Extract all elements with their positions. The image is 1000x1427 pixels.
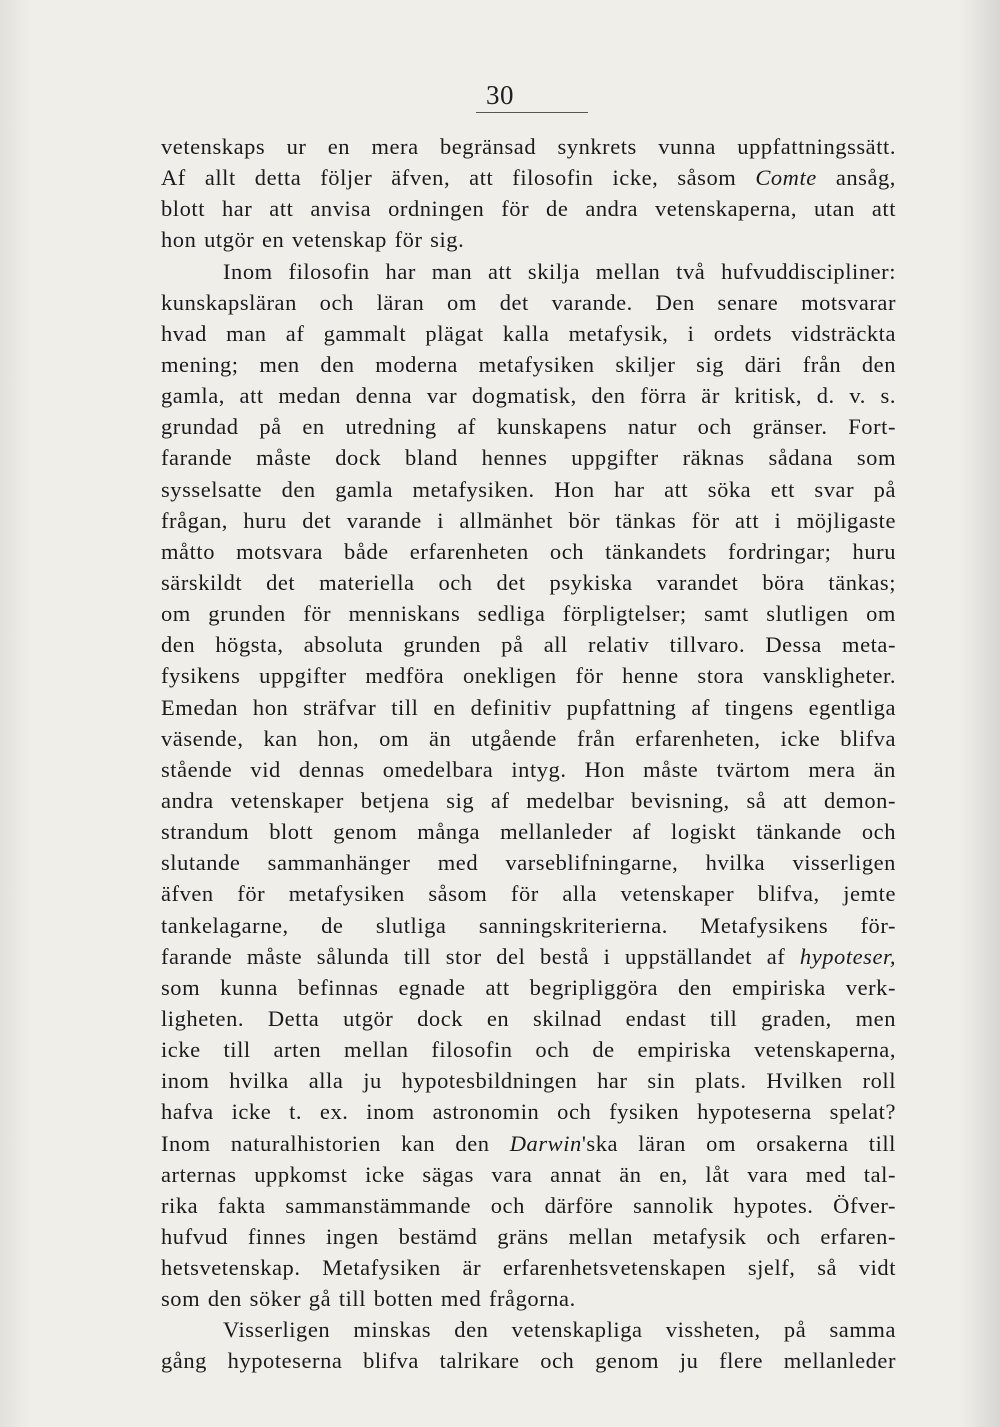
text-segment: kunskapsläran och läran om det varande. Den senare motsvarar	[161, 289, 896, 315]
text-line	[161, 692, 896, 723]
text-segment: fysikens uppgifter medföra onekligen för henne stora vanskligheter.	[161, 663, 896, 689]
text-segment: grundad på en utredning af kunskapens natur och gränser. Fort-	[161, 414, 896, 440]
text-segment: vetenskaps ur en mera begränsad synkrets vunna uppfattningssätt.	[161, 134, 896, 159]
text-segment: arternas uppkomst icke sägas vara annat än en, låt vara med tal-	[161, 1161, 896, 1187]
text-segment: ansåg,	[816, 165, 896, 191]
text-line	[161, 1345, 896, 1376]
text-segment: mening; men den moderna metafysiken skiljer sig däri från den	[161, 351, 896, 377]
italic-text: Comte	[755, 165, 817, 191]
text-segment: väsende, kan hon, om än utgående från erfarenheten, icke blifva	[161, 725, 896, 751]
text-line	[161, 1252, 896, 1283]
text-line	[161, 287, 896, 318]
text-line	[161, 629, 896, 660]
text-line	[161, 1314, 896, 1345]
header-rule	[476, 112, 588, 113]
text-segment: 'ska läran om orsakerna till	[581, 1130, 896, 1156]
text-segment: hufvud finnes ingen bestämd gräns mellan metafysik och erfaren-	[161, 1223, 896, 1249]
text-segment: hon utgör en vetenskap för sig.	[161, 227, 465, 253]
text-line	[161, 193, 896, 224]
text-line	[161, 972, 896, 1003]
text-line	[161, 1128, 896, 1159]
text-line	[161, 754, 896, 785]
text-line	[161, 785, 896, 816]
text-line	[161, 910, 896, 941]
text-line	[161, 1283, 896, 1314]
text-line	[161, 1096, 896, 1127]
text-segment: Inom naturalhistorien kan den	[161, 1130, 510, 1156]
text-segment: gång hypoteserna blifva talrikare och genom ju flere mellanleder	[161, 1348, 896, 1374]
text-segment: den högsta, absoluta grunden på all relativ tillvaro. Dessa meta-	[161, 632, 896, 658]
text-line	[161, 536, 896, 567]
text-segment: Af allt detta följer äfven, att filosofin icke, såsom	[161, 165, 756, 191]
text-line	[161, 847, 896, 878]
text-segment: farande måste dock bland hennes uppgifter räknas sådana som	[161, 445, 896, 471]
text-segment: strandum blott genom många mellanleder af logiskt tänkande och	[161, 819, 896, 845]
text-line	[161, 349, 896, 380]
text-line	[161, 1065, 896, 1096]
text-segment: som kunna befinnas egnade att begripliggöra den empiriska verk-	[161, 974, 896, 1000]
text-line	[161, 1221, 896, 1252]
text-segment: Visserligen minskas den vetenskapliga vissheten, på samma	[223, 1317, 896, 1343]
text-segment: stående vid dennas omedelbara intyg. Hon måste tvärtom mera än	[161, 756, 896, 782]
text-line	[161, 723, 896, 754]
text-segment: äfven för metafysiken såsom för alla vetenskaper blifva, jemte	[161, 881, 896, 907]
text-segment: Emedan hon sträfvar till en definitiv pupfattning af tingens egentliga	[161, 694, 896, 720]
text-segment: hvad man af gammalt plägat kalla metafysik, i ordets vidsträckta	[161, 320, 896, 346]
text-segment: tankelagarne, de slutliga sanningskriterierna. Metafysikens för-	[161, 912, 896, 938]
text-segment: sysselsatte den gamla metafysiken. Hon har att söka ett svar på	[161, 476, 896, 502]
text-segment: gamla, att medan denna var dogmatisk, den förra är kritisk, d. v. s.	[161, 383, 896, 409]
text-segment: hafva icke t. ex. inom astronomin och fysiken hypoteserna spelat?	[161, 1099, 896, 1125]
text-line	[161, 941, 896, 972]
text-segment: särskildt det materiella och det psykiska varandet böra tänkas;	[161, 569, 896, 595]
text-segment: frågan, huru det varande i allmänhet bör tänkas för att i möjligaste	[161, 507, 896, 533]
text-line	[161, 1003, 896, 1034]
text-line	[161, 505, 896, 536]
text-segment: Inom filosofin har man att skilja mellan två hufvuddiscipliner:	[223, 258, 896, 284]
text-line	[161, 878, 896, 909]
text-segment: andra vetenskaper betjena sig af medelbar bevisning, så att demon-	[161, 787, 896, 813]
text-line	[161, 1190, 896, 1221]
text-line	[161, 567, 896, 598]
text-line	[161, 162, 896, 193]
text-segment: inom hvilka alla ju hypotesbildningen har sin plats. Hvilken roll	[161, 1068, 896, 1094]
body-text	[161, 131, 896, 1377]
text-segment: som den söker gå till botten med frågorna.	[161, 1286, 576, 1312]
text-line	[161, 1034, 896, 1065]
text-segment: slutande sammanhänger med varseblifningarne, hvilka visserligen	[161, 850, 896, 876]
text-line	[161, 1159, 896, 1190]
text-segment: måtto motsvara både erfarenheten och tänkandets fordringar; huru	[161, 538, 896, 564]
italic-text: hypoteser,	[799, 943, 896, 969]
text-line	[161, 380, 896, 411]
text-line	[161, 411, 896, 442]
text-line	[161, 442, 896, 473]
text-line	[161, 660, 896, 691]
text-line	[161, 318, 896, 349]
text-segment: rika fakta sammanstämmande och därföre sannolik hypotes. Öfver-	[161, 1192, 896, 1218]
text-segment: hetsvetenskap. Metafysiken är erfarenhetsvetenskapen sjelf, så vidt	[161, 1255, 896, 1281]
text-line	[161, 598, 896, 629]
text-line	[161, 131, 896, 162]
text-segment: icke till arten mellan filosofin och de empiriska vetenskaperna,	[161, 1037, 896, 1063]
text-segment: blott har att anvisa ordningen för de andra vetenskaperna, utan att	[161, 196, 896, 222]
text-line	[161, 816, 896, 847]
text-segment: ligheten. Detta utgör dock en skilnad endast till graden, men	[161, 1005, 896, 1031]
text-segment: om grunden för menniskans sedliga förpligtelser; samt slutligen om	[161, 601, 896, 627]
text-line	[161, 256, 896, 287]
text-segment: farande måste sålunda till stor del bestå i uppställandet af	[161, 943, 800, 969]
italic-text: Darwin	[509, 1130, 582, 1156]
text-line	[161, 474, 896, 505]
page-number: 30	[486, 80, 514, 110]
text-line	[161, 224, 896, 255]
